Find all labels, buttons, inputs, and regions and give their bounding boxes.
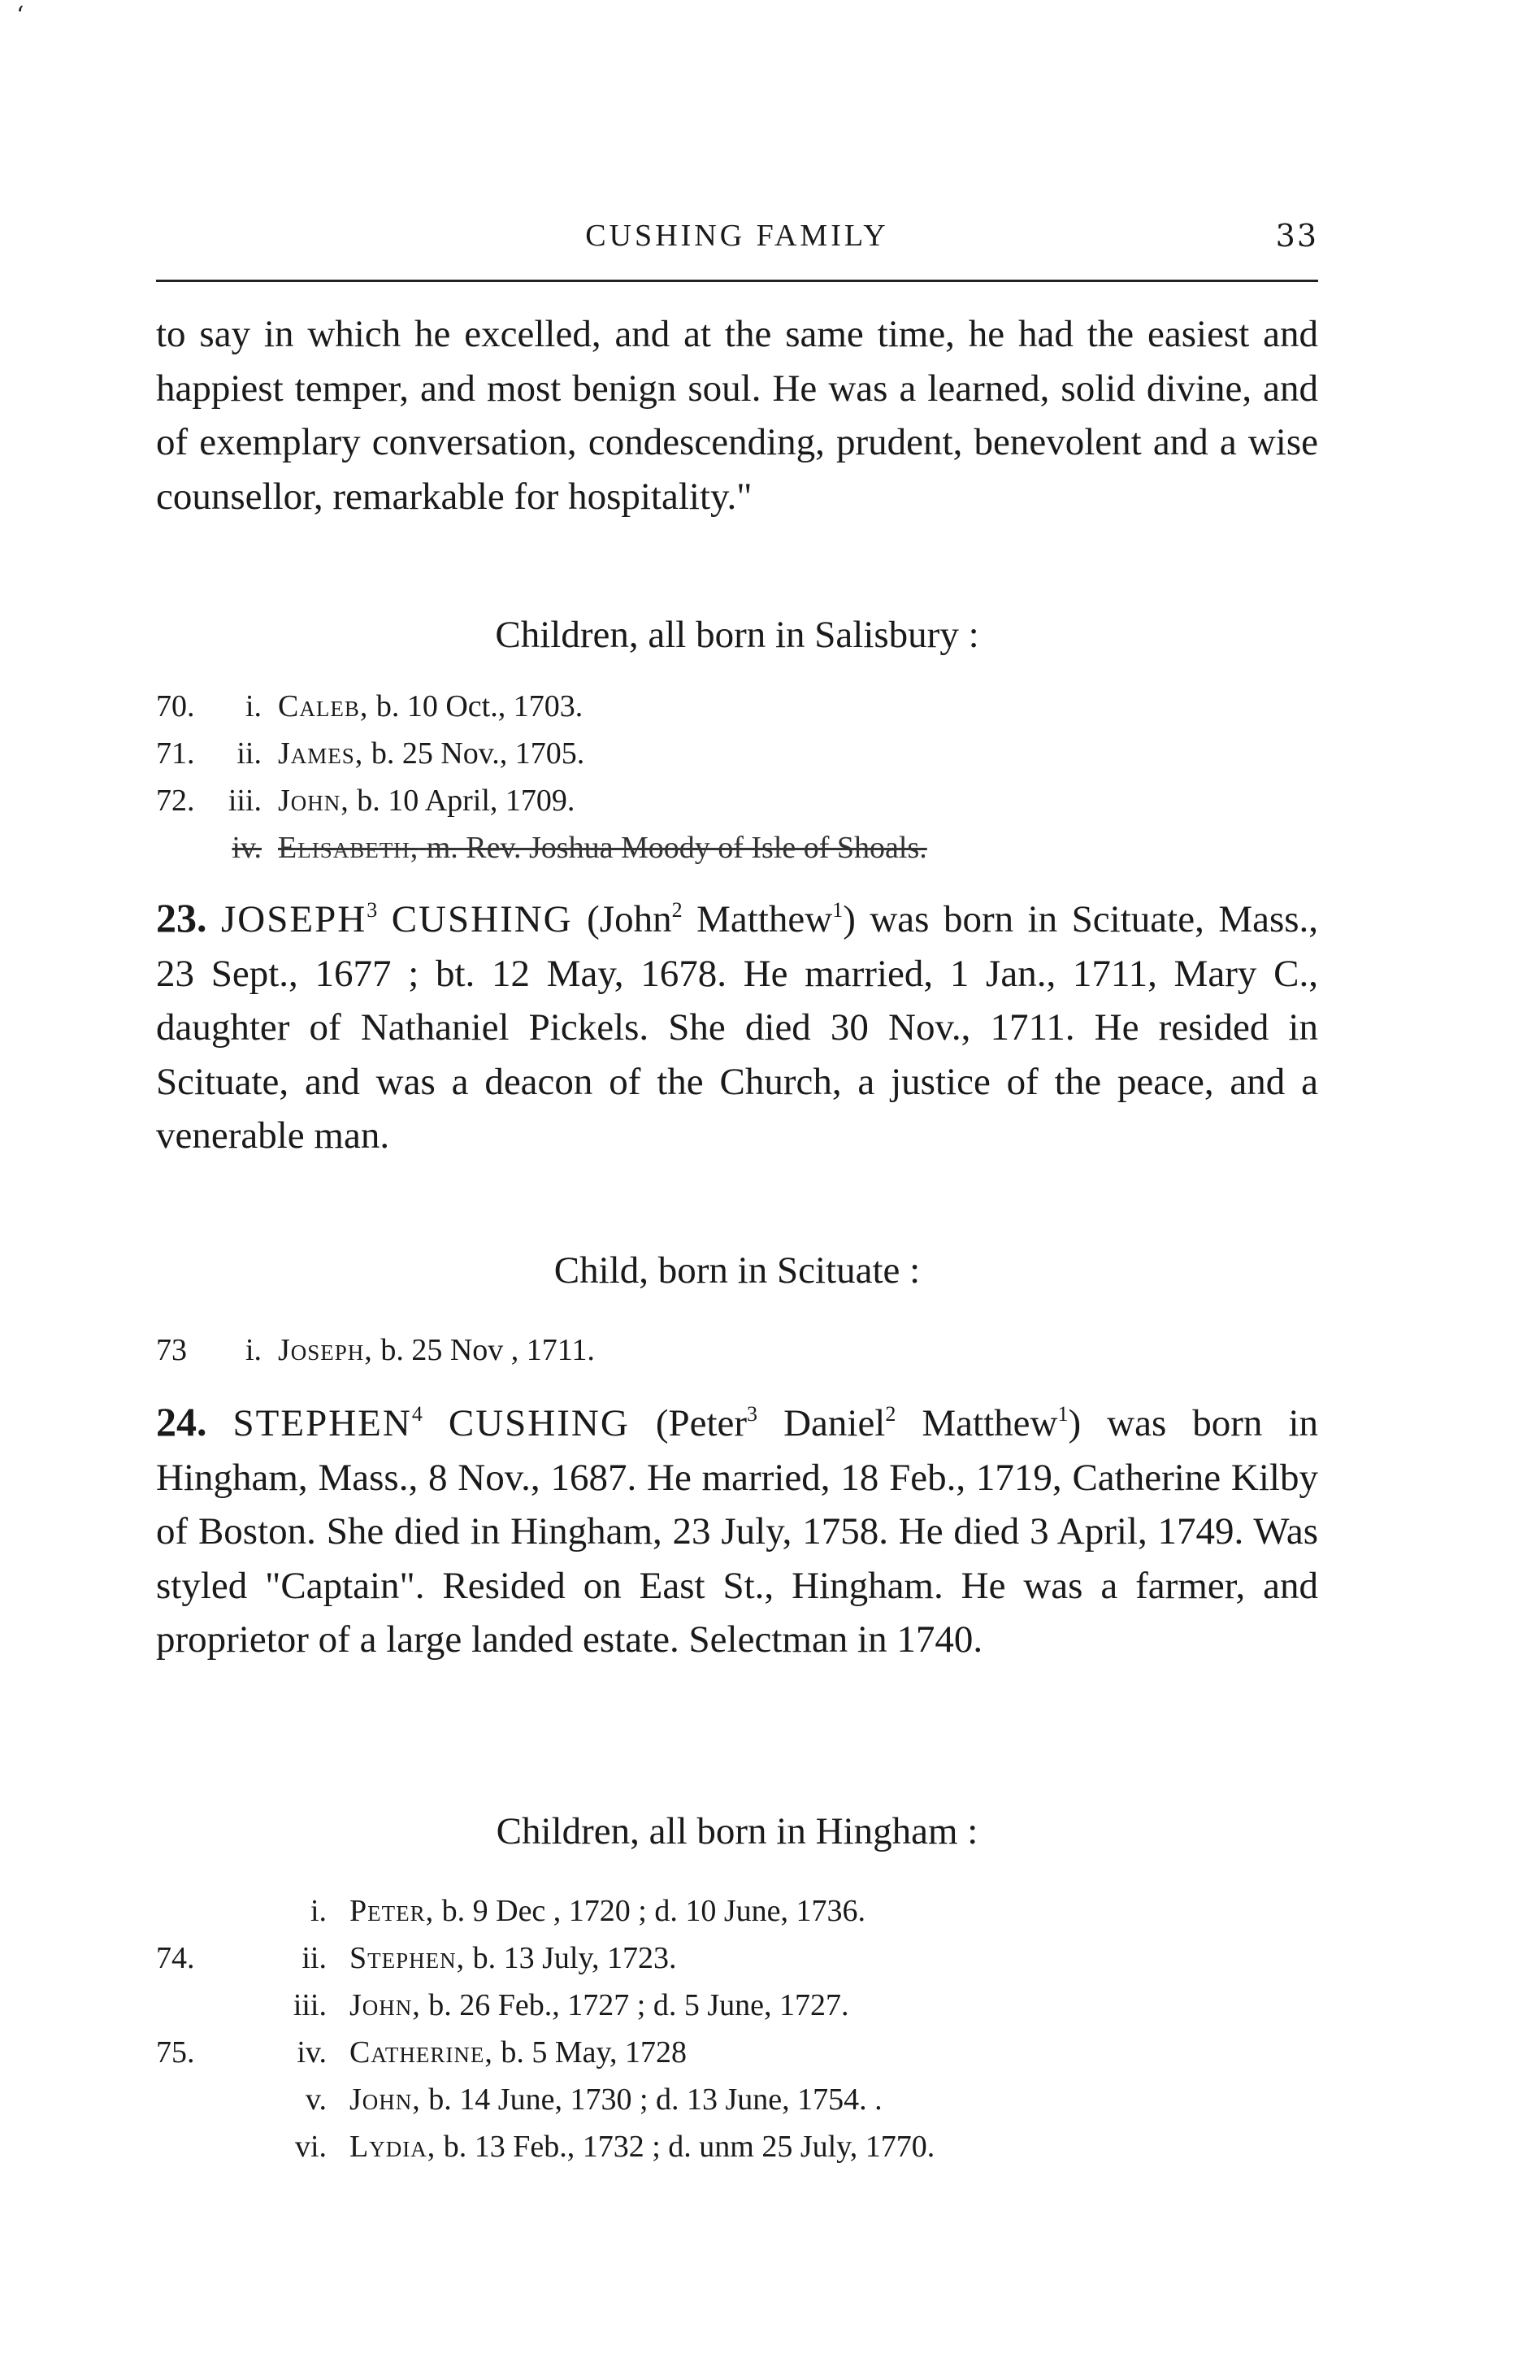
child-details: b. 5 May, 1728 xyxy=(501,2035,688,2069)
child-name: Caleb, xyxy=(278,689,369,723)
lineage-open: (Peter xyxy=(655,1402,748,1444)
lineage-ancestor: Matthew xyxy=(922,1402,1058,1444)
child-details: b. 13 Feb., 1732 ; d. unm 25 July, 1770. xyxy=(443,2130,935,2164)
child-details: b. 25 Nov., 1705. xyxy=(371,736,585,771)
list-item xyxy=(156,1887,1318,1935)
child-number: 73 xyxy=(156,1333,187,1367)
child-entry xyxy=(349,2076,883,2123)
child-entry xyxy=(349,1982,849,2029)
stray-mark: ‘ xyxy=(16,2,24,30)
lineage-ancestor: Matthew xyxy=(696,898,833,940)
lineage-generation: 1 xyxy=(832,898,844,922)
child-entry xyxy=(349,2029,687,2076)
children-heading-hingham: Children, all born in Hingham : xyxy=(496,1810,978,1852)
list-item xyxy=(156,730,1318,777)
child-name: James, xyxy=(278,736,364,771)
child-entry xyxy=(349,1935,677,1982)
child-details: b. 26 Feb., 1727 ; d. 5 June, 1727. xyxy=(428,1988,849,2022)
child-name: John, xyxy=(278,784,349,818)
child-entry xyxy=(278,824,927,871)
paragraph-continuation: to say in which he excelled, and at the same time, he had the easiest and happiest temper, and most benign soul. He was a learned, solid divine, and of exemplary conversation, condescending, prudent, benevolent and a wise counsellor, remarkable for hospitality." xyxy=(156,313,1318,518)
child-details: b. 9 Dec , 1720 ; d. 10 June, 1736. xyxy=(441,1894,866,1928)
child-entry xyxy=(349,2123,935,2170)
child-name: John, xyxy=(349,2082,421,2117)
entry-surname: CUSHING xyxy=(391,898,573,940)
lineage-generation: 1 xyxy=(1057,1402,1069,1426)
child-number: 72. xyxy=(156,784,195,818)
list-item xyxy=(156,1935,1318,1982)
child-number: 74. xyxy=(156,1941,195,1975)
entry-number: 24. xyxy=(156,1399,207,1444)
lineage-generation: 3 xyxy=(747,1402,758,1426)
children-list-hingham xyxy=(156,1887,1318,2170)
header-rule xyxy=(156,280,1318,282)
child-ordinal: i. xyxy=(245,689,262,723)
list-item xyxy=(156,1327,1318,1374)
entry-name: STEPHEN xyxy=(232,1402,412,1444)
child-ordinal: v. xyxy=(305,2082,327,2117)
child-name: Lydia, xyxy=(349,2130,436,2164)
children-heading-scituate: Child, born in Scituate : xyxy=(553,1249,921,1292)
child-entry xyxy=(278,1327,595,1374)
entry-24 xyxy=(156,1395,1318,1667)
running-title: CUSHING FAMILY xyxy=(585,219,889,253)
running-head xyxy=(156,218,1318,260)
child-entry xyxy=(278,777,575,824)
list-item xyxy=(156,2123,1318,2170)
generation-mark: 3 xyxy=(367,898,378,922)
child-name: Elisabeth, xyxy=(278,831,419,865)
child-ordinal: vi. xyxy=(294,2130,327,2164)
child-ordinal: iv. xyxy=(232,831,262,865)
list-item xyxy=(156,1982,1318,2029)
child-ordinal: iii. xyxy=(293,1988,327,2022)
list-item xyxy=(156,683,1318,730)
child-number: 71. xyxy=(156,736,195,771)
child-details: m. Rev. Joshua Moody of Isle of Shoals. xyxy=(426,831,927,865)
child-details: b. 13 July, 1723. xyxy=(472,1941,677,1975)
children-heading-salisbury: Children, all born in Salisbury : xyxy=(495,614,979,656)
child-name: Joseph, xyxy=(278,1333,373,1367)
lineage-ancestor: Daniel xyxy=(783,1402,886,1444)
child-ordinal: i. xyxy=(245,1333,262,1367)
entry-body: was born in Hingham, Mass., 8 Nov., 1687. He married, 18 Feb., 1719, Catherine Kilby of Boston. She died in Hingham, 23 July, 1758. He died 3 April, 1749. Was styled "Captain". Resided on East St., Hingham. He was a farmer, and proprietor of a large landed estate. Selectman in 1740. xyxy=(156,1402,1319,1661)
lineage-close: ) xyxy=(1068,1402,1082,1444)
list-item xyxy=(156,2029,1318,2076)
child-name: Stephen, xyxy=(349,1941,466,1975)
child-name: Catherine, xyxy=(349,2035,493,2069)
child-ordinal: iii. xyxy=(228,784,262,818)
entry-surname: CUSHING xyxy=(448,1402,630,1444)
lineage-generation: 2 xyxy=(885,1402,896,1426)
list-item xyxy=(156,2076,1318,2123)
children-list-salisbury xyxy=(156,683,1318,871)
lineage-close: ) xyxy=(843,898,856,940)
child-details: b. 10 April, 1709. xyxy=(357,784,575,818)
child-number: 75. xyxy=(156,2035,195,2069)
lineage-generation: 2 xyxy=(671,898,683,922)
child-ordinal: ii. xyxy=(236,736,262,771)
child-name: John, xyxy=(349,1988,421,2022)
list-item xyxy=(156,777,1318,824)
child-details: b. 10 Oct., 1703. xyxy=(375,689,583,723)
child-entry xyxy=(278,683,583,730)
list-item-struck xyxy=(156,824,1318,871)
page-number: 33 xyxy=(1275,218,1318,254)
entry-name: JOSEPH xyxy=(221,898,367,940)
child-ordinal: i. xyxy=(310,1894,327,1928)
child-ordinal: ii. xyxy=(301,1941,327,1975)
child-details: b. 25 Nov , 1711. xyxy=(380,1333,595,1367)
children-list-scituate xyxy=(156,1327,1318,1374)
entry-number: 23. xyxy=(156,895,207,940)
child-entry xyxy=(349,1887,865,1935)
entry-23 xyxy=(156,891,1318,1163)
lineage-open: (John xyxy=(587,898,672,940)
child-entry xyxy=(278,730,584,777)
child-ordinal: iv. xyxy=(297,2035,327,2069)
child-details: b. 14 June, 1730 ; d. 13 June, 1754. . xyxy=(428,2082,883,2117)
child-name: Peter, xyxy=(349,1894,435,1928)
generation-mark: 4 xyxy=(411,1402,423,1426)
child-number: 70. xyxy=(156,689,195,723)
entry-body: was born in Scituate, Mass., 23 Sept., 1677 ; bt. 12 May, 1678. He married, 1 Jan., 1711, Mary C., daughter of Nathaniel Pickels. She died 30 Nov., 1711. He resided in Scituate, and was a deacon of the Church, a justice of the peace, and a venerable man. xyxy=(156,898,1319,1157)
